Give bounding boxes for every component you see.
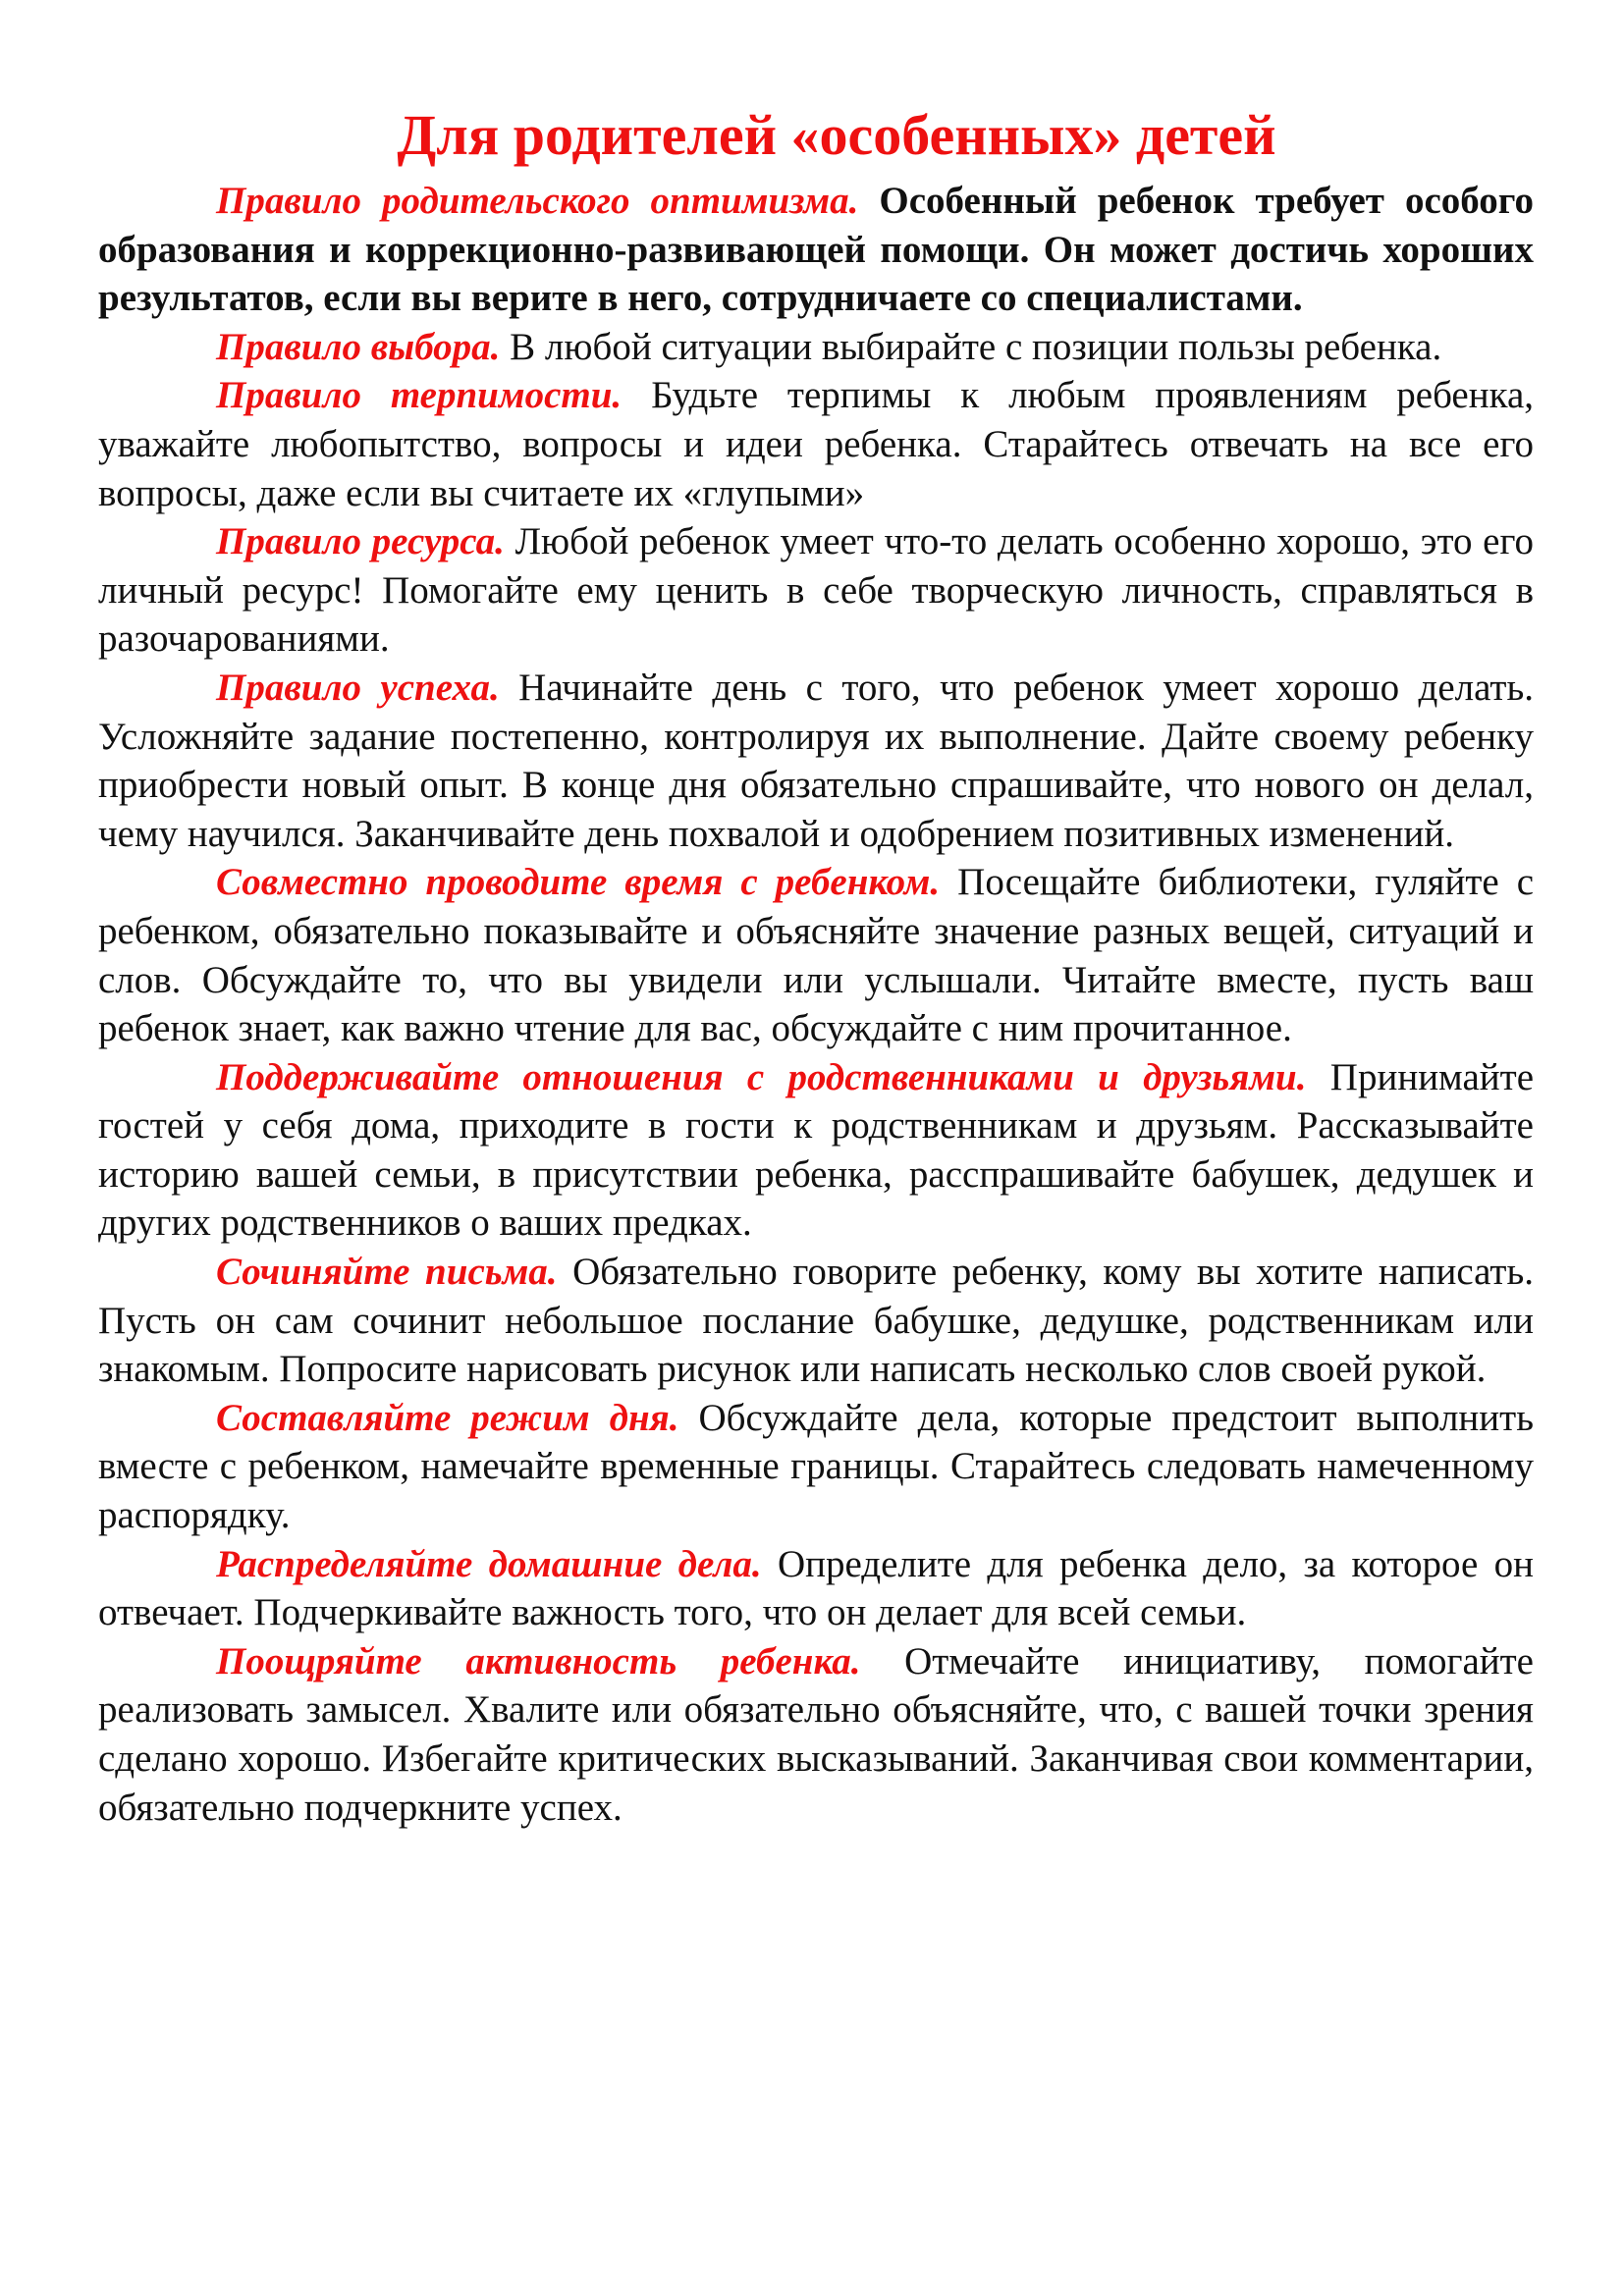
paragraph-choice — [98, 323, 1534, 372]
rule-heading: Сочиняйте письма. — [216, 1251, 558, 1294]
paragraph-time-together — [98, 858, 1534, 1052]
paragraph-house-chores — [98, 1540, 1534, 1637]
paragraph-relatives — [98, 1053, 1534, 1248]
rule-text: В любой ситуации выбирайте с позиции пользы ребенка. — [510, 325, 1442, 368]
paragraph-success — [98, 664, 1534, 858]
paragraph-encourage-activity — [98, 1637, 1534, 1832]
rule-text: Посещайте библиотеки, гуляйте с ребенком, обязательно показывайте и объясняйте значение разных вещей, ситуаций и слов. Обсуждайте то, что вы увидели или услышали. Читайте вместе, пусть ваш ребенок знает, как важно чтение для вас, обсуждайте с ним прочитанное. — [98, 861, 1535, 1050]
paragraph-resource — [98, 517, 1534, 664]
rule-heading: Поощряйте активность ребенка. — [216, 1639, 861, 1682]
rule-text: Отмечайте инициативу, помогайте реализовать замысел. Хвалите или обязательно объясняйте, что, с вашей точки зрения сделано хорошо. Избегайте критических высказываний. Заканчивая свои комментарии, обязательно подчеркните успех. — [98, 1639, 1534, 1829]
paragraph-parental-optimism — [98, 177, 1534, 323]
rule-text: Особенный ребенок требует особого образования и коррекционно-развивающей помощи. Он может достичь хороших результатов, если вы верите в него, сотрудничаете со специалистами. — [98, 180, 1534, 320]
page-title: Для родителей «особенных» детей — [397, 103, 1276, 167]
rule-heading: Совместно проводите время с ребенком. — [216, 861, 941, 904]
rule-text: Любой ребенок умеет что-то делать особенно хорошо, это его личный ресурс! Помогайте ему ценить в себе творческую личность, справляться в разочарованиями. — [98, 520, 1535, 661]
paragraph-daily-routine — [98, 1394, 1534, 1540]
rule-text: Будьте терпимы к любым проявлениям ребенка, уважайте любопытство, вопросы и идеи ребенка. Старайтесь отвечать на все его вопросы, даже если вы считаете их «глупыми» — [98, 374, 1535, 514]
rule-heading: Составляйте режим дня. — [216, 1396, 679, 1439]
rule-heading: Правило успеха. — [216, 666, 500, 709]
rule-text: Начинайте день с того, что ребенок умеет хорошо делать. Усложняйте задание постепенно, контролируя их выполнение. Дайте своему ребенку приобрести новый опыт. В конце дня обязательно спрашивайте, что нового он делал, чему научился. Заканчивайте день похвалой и одобрением позитивных изменений. — [98, 666, 1535, 855]
rule-text: Обязательно говорите ребенку, кому вы хотите написать. Пусть он сам сочинит небольшое послание бабушке, дедушке, родственникам или знакомым. Попросите нарисовать рисунок или написать несколько слов своей рукой. — [98, 1251, 1535, 1391]
rule-heading: Правило терпимости. — [216, 374, 623, 417]
rule-heading: Правило ресурса. — [216, 520, 505, 563]
rule-heading: Поддерживайте отношения с родственниками и друзьями. — [216, 1055, 1307, 1098]
rule-heading: Распределяйте домашние дела. — [216, 1542, 762, 1585]
rule-heading: Правило выбора. — [216, 325, 501, 368]
rule-text: Определите для ребенка дело, за которое он отвечает. Подчеркивайте важность того, что он делает для всей семьи. — [98, 1542, 1534, 1634]
document-page — [98, 100, 1534, 1832]
rule-text: Обсуждайте дела, которые предстоит выполнить вместе с ребенком, намечайте временные границы. Старайтесь следовать намеченному распорядку. — [98, 1396, 1535, 1537]
rule-text: Принимайте гостей у себя дома, приходите в гости к родственникам и друзьям. Рассказывайте историю вашей семьи, в присутствии ребенка, расспрашивайте бабушек, дедушек и других родственников о ваших предках. — [98, 1055, 1535, 1245]
paragraph-tolerance — [98, 371, 1534, 517]
paragraph-letters — [98, 1248, 1534, 1394]
rule-heading: Правило родительского оптимизма. — [216, 180, 859, 222]
